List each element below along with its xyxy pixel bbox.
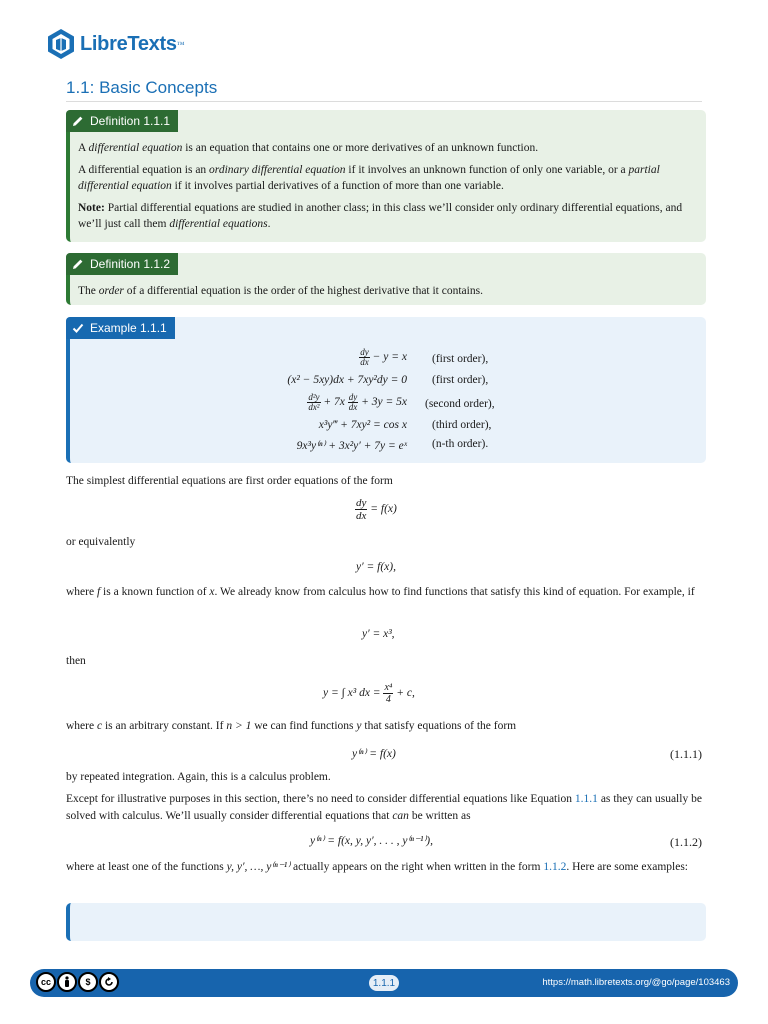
- equation-link-1-1-2[interactable]: 1.1.2: [543, 861, 567, 873]
- example-order-2: (first order),: [432, 374, 489, 386]
- equation-y-prime: y′ = f(x),: [356, 561, 396, 573]
- license-badge[interactable]: [36, 972, 119, 992]
- definition-label-1: [66, 110, 178, 132]
- body-paragraph-6: by repeated integration. Again, this is a calculus problem.: [66, 771, 331, 783]
- brand-name: LibreTexts: [80, 32, 177, 55]
- equation-dy-dx: $\frac{dy}{dx}$ = f(x): [356, 497, 397, 522]
- page-url-link[interactable]: https://math.libretexts.org/@go/page/103463: [542, 977, 730, 988]
- body-paragraph-4: then: [66, 655, 86, 667]
- example-order-5: (n-th order).: [432, 438, 489, 450]
- by-icon: [57, 972, 77, 992]
- example-equation-2: (x² − 5xy)dx + 7xy²dy = 0: [287, 374, 407, 386]
- definition-note: Note: Partial differential equations are studied in another class; in this class we’ll consider only ordinary differential equations, and we’ll just call them differential equations.: [78, 202, 683, 230]
- page-footer: [30, 969, 738, 997]
- equation-link-1-1-1[interactable]: 1.1.1: [574, 793, 598, 805]
- example-order-1: (first order),: [432, 353, 489, 365]
- example-label: [66, 317, 175, 339]
- definition-paragraph: The order of a differential equation is the order of the highest derivative that it contains.: [78, 285, 483, 297]
- equation-y-prime-x3: y′ = x³,: [362, 628, 395, 640]
- body-paragraph-1: The simplest differential equations are first order equations of the form: [66, 475, 393, 487]
- body-paragraph-3: where f is a known function of x. We already know from calculus how to find functions that satisfy this kind of equation. For example, if: [66, 586, 695, 598]
- page-title: 1.1: Basic Concepts: [66, 78, 218, 97]
- cc-icon: cc: [36, 972, 56, 992]
- nc-icon: $: [78, 972, 98, 992]
- equation-1-1-2: y⁽ⁿ⁾ = f(x, y, y′, . . . , y⁽ⁿ⁻¹⁾),: [310, 835, 433, 847]
- definition-label-2: [66, 253, 178, 275]
- equation-number-1-1-2: (1.1.2): [670, 835, 702, 849]
- body-paragraph-5: where c is an arbitrary constant. If n > 1 we can find functions y that satisfy equations of the form: [66, 720, 517, 732]
- definition-paragraph: A differential equation is an ordinary differential equation if it involves an unknown function of only one variable, or a partial differential equation if it involves partial derivatives of a function of more than one variable.: [78, 164, 660, 192]
- libretexts-logo[interactable]: [46, 26, 185, 62]
- sa-icon: [99, 972, 119, 992]
- example-label-text: Example 1.1.1: [90, 321, 167, 335]
- body-paragraph-2: or equivalently: [66, 536, 136, 548]
- title-divider: [66, 101, 702, 102]
- definition-body-2: [78, 283, 696, 305]
- example-order-3: (second order),: [425, 398, 495, 410]
- example-box-empty: [66, 903, 706, 941]
- example-equation-5: 9x³y⁽ⁿ⁾ + 3x²y′ + 7y = eˣ: [296, 440, 407, 452]
- pencil-icon: [72, 115, 84, 127]
- definition-label-text: Definition 1.1.1: [90, 114, 171, 128]
- body-paragraph-8: where at least one of the functions y, y′, …, y⁽ⁿ⁻¹⁾ actually appears on the right when written in the form 1.1.2. Here are some examples:: [66, 861, 688, 873]
- checkmark-icon: [72, 322, 84, 334]
- page-number: 1.1.1: [369, 975, 399, 991]
- definition-body-1: [78, 140, 696, 238]
- example-equation-4: x³y‴ + 7xy² = cos x: [318, 419, 407, 431]
- brand-tm: ™: [176, 39, 185, 49]
- libretexts-logo-icon: [46, 28, 76, 60]
- example-equation-3: $\frac{\text{d²y}}{\text{dx²}}$ + 7x $\frac{dy}{dx}$ + 3y = 5x: [308, 392, 407, 412]
- definition-label-text: Definition 1.1.2: [90, 257, 171, 271]
- example-order-4: (third order),: [432, 419, 492, 431]
- definition-box-1: [66, 110, 706, 242]
- equation-integral: y = ∫ x³ dx = $\frac{\text{x⁴}}{4}$ + c,: [323, 682, 415, 705]
- equation-number-1-1-1: (1.1.1): [670, 747, 702, 761]
- pencil-icon: [72, 258, 84, 270]
- body-paragraph-7: Except for illustrative purposes in this section, there’s no need to consider differential equations like Equation 1.1.1 as they can usually be solved with calculus. We’ll usually consider differential equations that can be written as: [66, 793, 702, 822]
- definition-box-2: [66, 253, 706, 305]
- example-equation-1: $\frac{dy}{dx}$ − y = x: [360, 347, 407, 367]
- definition-paragraph: A differential equation is an equation that contains one or more derivatives of an unknown function.: [78, 142, 539, 154]
- equation-1-1-1: y⁽ⁿ⁾ = f(x): [352, 748, 396, 760]
